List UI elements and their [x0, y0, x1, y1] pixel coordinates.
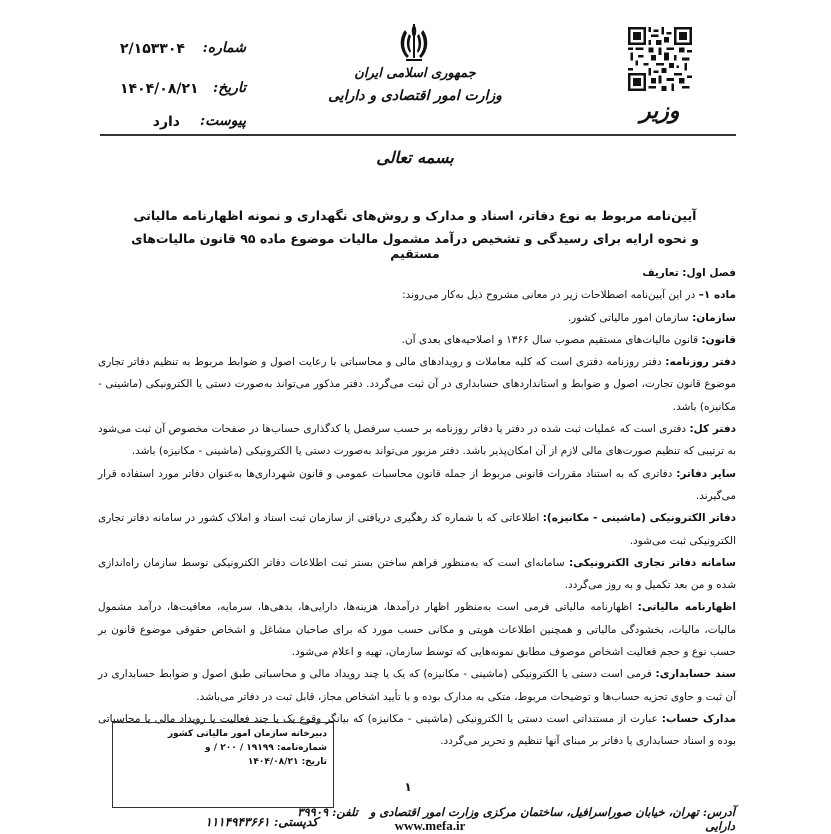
footer-postal-code: کدپستی: ۱۱۱۴۹۴۳۶۶۱	[205, 815, 318, 829]
definition-item: سایر دفاتر: دفاتری که به استناد مقررات قانونی مربوط از جمله قانون محاسبات عمومی و قانون شهرداری‌ها به‌عنوان دفاتر مورد استفاده قرار می‌گیرند.	[98, 467, 736, 502]
footer-website: www.mefa.ir	[394, 818, 466, 833]
definition-item: سامانه دفاتر تجاری الکترونیکی: سامانه‌ای است که به‌منظور فراهم ساختن بستر ثبت اطلاعات دفاتر الکترونیکی توسط سازمان راه‌اندازی شده و من بعد تکمیل و به روز می‌گردد.	[98, 556, 736, 592]
definition-item: دفتر کل: دفتری است که عملیات ثبت شده در دفتر یا دفاتر روزنامه بر حسب سرفصل یا کدگذاری حساب‌ها در صفحات مخصوص آن ثبت می‌شود به ترتیبی که تنظیم صورت‌های مالی لازم از آن امکان‌پذیر باشد. دفتر مزبور می‌تواند به‌صورت دستی یا الکترونیکی (ماشینی - مکانیزه) باشد.	[98, 423, 736, 458]
footer-telephone: تلفن: ۳۹۹۰۹	[297, 805, 358, 819]
stamp-office: دبیرخانه سازمان امور مالیاتی کشور	[167, 729, 327, 739]
definition-item: دفتر روزنامه: دفتر روزنامه دفتری است که کلیه معاملات و رویدادهای مالی و محاسباتی با رعایت اصول و ضوابط مربوط به تنظیم دفاتر تجاری موضوع قانون تجارت، اصول و ضوابط و استانداردهای حسابداری در آن ثبت می‌گردد. دفتر مذکور می‌تواند به‌صورت دستی یا الکترونیکی (ماشینی - مکانیزه) باشد.	[98, 356, 736, 413]
republic-name: جمهوری اسلامی ایران	[354, 66, 476, 81]
minister-label: وزیر	[640, 98, 680, 124]
section-title: فصل اول: تعاریف	[642, 267, 736, 279]
definition-item: سند حسابداری: فرمی است دستی یا الکترونیکی (ماشینی - مکانیزه) که یک یا چند رویداد مالی و محاسباتی طبق اصول و ضوابط حسابداری در آن ثبت و حاوی تجزیه حساب‌ها و توضیحات مربوط، متکی به مدارک بوده و با تأیید اشخاص مجاز، قابل ثبت در دفاتر می‌باشد.	[98, 668, 736, 703]
bismillah: بسمه تعالی	[376, 148, 454, 167]
definition-item: سازمان: سازمان امور مالیاتی کشور.	[567, 311, 736, 324]
date-value: ۱۴۰۴/۰۸/۲۱	[120, 81, 199, 97]
document-title-line1: آیین‌نامه مربوط به نوع دفاتر، اسناد و مدارک و روش‌های نگهداری و نمونه اظهارنامه مالیاتی	[133, 208, 697, 223]
iran-emblem-icon	[391, 20, 437, 66]
stamp-letter-number: شماره‌نامه: ۱۹۱۹۹ / ۲۰۰ / و	[205, 743, 327, 753]
attachment-value: دارد	[152, 114, 180, 130]
number-label: شماره:	[202, 40, 246, 56]
page-number: ۱	[404, 780, 412, 794]
attachment-label: پیوست:	[200, 113, 246, 129]
definition-item: اظهارنامه مالیاتی: اظهارنامه مالیاتی فرمی است به‌منظور اظهار درآمدها، هزینه‌ها، دارایی‌ها، بدهی‌ها، سرمایه، معافیت‌ها، درآمد مشمول مالیات، مالیات، بخشودگی مالیاتی و همچنین اطلاعات هویتی و مکانی حسب مورد که برای صاحبان مشاغل و اشخاص حقوقی موضوع قانون بر حسب نوع و حجم فعالیت اشخاص موصوف مطابق نمونه‌هایی که توسط سازمان، تهیه و اعلام می‌شود.	[98, 601, 737, 659]
header-divider	[100, 134, 736, 136]
definition-item: مدارک حساب: عبارت از مستنداتی است دستی یا الکترونیکی (ماشینی - مکانیزه) که بیانگر وقوع یک یا چند فعالیت یا رویداد مالی یا محاسباتی بوده و اسناد حسابداری یا دفاتر بر مبنای آنها تنظیم و تحریر می‌گردد.	[98, 712, 737, 748]
definition-item: دفاتر الکترونیکی (ماشینی - مکانیزه): اطلاعاتی که با شماره کد رهگیری دریافتی از سازمان ثبت اسناد و املاک کشور در سامانه دفاتر تجاری الکترونیکی ثبت می‌شود.	[98, 512, 737, 547]
article-1: ماده ۱– در این آیین‌نامه اصطلاحات زیر در معانی مشروح ذیل به‌کار می‌روند:	[402, 289, 736, 302]
ministry-name: وزارت امور اقتصادی و دارایی	[328, 88, 502, 104]
qr-code	[628, 27, 692, 91]
document-body	[98, 262, 736, 753]
date-label: تاریخ:	[212, 80, 246, 96]
footer-address: آدرس: تهران، خیابان صوراسرافیل، ساختمان مرکزی وزارت امور اقتصادی و دارایی	[369, 805, 735, 833]
stamp-date: تاریخ: ۱۴۰۴/۰۸/۲۱	[247, 757, 327, 767]
number-value: ۲/۱۵۳۳۰۴	[120, 41, 185, 57]
document-title-line2: و نحوه ارایه برای رسیدگی و تشخیص درآمد مشمول مالیات موضوع ماده ۹۵ قانون مالیات‌های مستقیم	[131, 231, 699, 261]
definition-item: قانون: قانون مالیات‌های مستقیم مصوب سال ۱۳۶۶ و اصلاحیه‌های بعدی آن.	[401, 333, 736, 346]
secretariat-stamp	[112, 722, 334, 808]
